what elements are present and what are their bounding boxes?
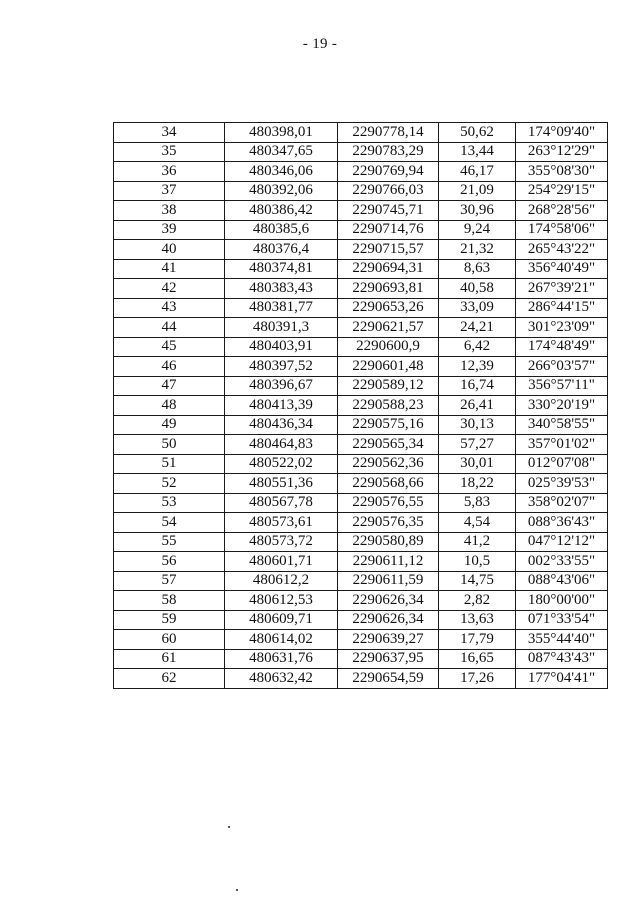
y-coordinate-cell: 2290783,29 — [338, 142, 439, 162]
direction-angle-cell: 340°58'55" — [516, 415, 608, 435]
point-number-cell: 38 — [114, 201, 225, 221]
x-coordinate-cell: 480385,6 — [225, 220, 338, 240]
x-coordinate-cell: 480347,65 — [225, 142, 338, 162]
table-row — [114, 357, 608, 377]
y-coordinate-cell: 2290769,94 — [338, 162, 439, 182]
length-cell: 2,82 — [439, 591, 516, 611]
x-coordinate-cell: 480376,4 — [225, 240, 338, 260]
y-coordinate-cell: 2290778,14 — [338, 123, 439, 143]
table-row — [114, 591, 608, 611]
x-coordinate-cell: 480386,42 — [225, 201, 338, 221]
y-coordinate-cell: 2290589,12 — [338, 376, 439, 396]
point-number-cell: 47 — [114, 376, 225, 396]
point-number-cell: 55 — [114, 532, 225, 552]
point-number-cell: 34 — [114, 123, 225, 143]
y-coordinate-cell: 2290621,57 — [338, 318, 439, 338]
direction-angle-cell: 356°57'11" — [516, 376, 608, 396]
x-coordinate-cell: 480573,72 — [225, 532, 338, 552]
direction-angle-cell: 358°02'07" — [516, 493, 608, 513]
direction-angle-cell: 087°43'43" — [516, 649, 608, 669]
direction-angle-cell: 286°44'15" — [516, 298, 608, 318]
coordinates-table — [113, 122, 608, 689]
length-cell: 21,32 — [439, 240, 516, 260]
point-number-cell: 51 — [114, 454, 225, 474]
direction-angle-cell: 177°04'41" — [516, 669, 608, 689]
point-number-cell: 40 — [114, 240, 225, 260]
coordinates-table-body — [114, 123, 608, 689]
y-coordinate-cell: 2290576,55 — [338, 493, 439, 513]
x-coordinate-cell: 480609,71 — [225, 610, 338, 630]
x-coordinate-cell: 480573,61 — [225, 513, 338, 533]
length-cell: 5,83 — [439, 493, 516, 513]
y-coordinate-cell: 2290611,59 — [338, 571, 439, 591]
y-coordinate-cell: 2290576,35 — [338, 513, 439, 533]
length-cell: 12,39 — [439, 357, 516, 377]
point-number-cell: 59 — [114, 610, 225, 630]
length-cell: 18,22 — [439, 474, 516, 494]
direction-angle-cell: 088°43'06" — [516, 571, 608, 591]
scan-speck — [236, 889, 238, 891]
direction-angle-cell: 265°43'22" — [516, 240, 608, 260]
point-number-cell: 43 — [114, 298, 225, 318]
point-number-cell: 36 — [114, 162, 225, 182]
point-number-cell: 56 — [114, 552, 225, 572]
y-coordinate-cell: 2290745,71 — [338, 201, 439, 221]
length-cell: 17,26 — [439, 669, 516, 689]
table-row — [114, 435, 608, 455]
length-cell: 4,54 — [439, 513, 516, 533]
length-cell: 8,63 — [439, 259, 516, 279]
table-row — [114, 259, 608, 279]
point-number-cell: 35 — [114, 142, 225, 162]
point-number-cell: 39 — [114, 220, 225, 240]
x-coordinate-cell: 480396,67 — [225, 376, 338, 396]
point-number-cell: 41 — [114, 259, 225, 279]
page-number: - 19 - — [302, 36, 338, 52]
point-number-cell: 37 — [114, 181, 225, 201]
point-number-cell: 53 — [114, 493, 225, 513]
y-coordinate-cell: 2290611,12 — [338, 552, 439, 572]
direction-angle-cell: 263°12'29" — [516, 142, 608, 162]
length-cell: 6,42 — [439, 337, 516, 357]
table-row — [114, 162, 608, 182]
y-coordinate-cell: 2290600,9 — [338, 337, 439, 357]
direction-angle-cell: 174°58'06" — [516, 220, 608, 240]
y-coordinate-cell: 2290653,26 — [338, 298, 439, 318]
y-coordinate-cell: 2290637,95 — [338, 649, 439, 669]
length-cell: 16,74 — [439, 376, 516, 396]
length-cell: 33,09 — [439, 298, 516, 318]
table-row — [114, 337, 608, 357]
y-coordinate-cell: 2290601,48 — [338, 357, 439, 377]
point-number-cell: 54 — [114, 513, 225, 533]
length-cell: 9,24 — [439, 220, 516, 240]
x-coordinate-cell: 480436,34 — [225, 415, 338, 435]
table-row — [114, 415, 608, 435]
table-row — [114, 493, 608, 513]
direction-angle-cell: 267°39'21" — [516, 279, 608, 299]
direction-angle-cell: 357°01'02" — [516, 435, 608, 455]
table-row — [114, 123, 608, 143]
y-coordinate-cell: 2290575,16 — [338, 415, 439, 435]
direction-angle-cell: 355°08'30" — [516, 162, 608, 182]
length-cell: 17,79 — [439, 630, 516, 650]
table-row — [114, 396, 608, 416]
point-number-cell: 48 — [114, 396, 225, 416]
x-coordinate-cell: 480397,52 — [225, 357, 338, 377]
table-row — [114, 240, 608, 260]
x-coordinate-cell: 480614,02 — [225, 630, 338, 650]
length-cell: 10,5 — [439, 552, 516, 572]
x-coordinate-cell: 480612,2 — [225, 571, 338, 591]
length-cell: 50,62 — [439, 123, 516, 143]
length-cell: 14,75 — [439, 571, 516, 591]
direction-angle-cell: 268°28'56" — [516, 201, 608, 221]
table-row — [114, 610, 608, 630]
table-row — [114, 318, 608, 338]
table-row — [114, 669, 608, 689]
table-row — [114, 181, 608, 201]
y-coordinate-cell: 2290654,59 — [338, 669, 439, 689]
table-row — [114, 454, 608, 474]
y-coordinate-cell: 2290580,89 — [338, 532, 439, 552]
direction-angle-cell: 355°44'40" — [516, 630, 608, 650]
length-cell: 57,27 — [439, 435, 516, 455]
y-coordinate-cell: 2290626,34 — [338, 610, 439, 630]
x-coordinate-cell: 480464,83 — [225, 435, 338, 455]
direction-angle-cell: 047°12'12" — [516, 532, 608, 552]
y-coordinate-cell: 2290565,34 — [338, 435, 439, 455]
direction-angle-cell: 330°20'19" — [516, 396, 608, 416]
x-coordinate-cell: 480522,02 — [225, 454, 338, 474]
length-cell: 16,65 — [439, 649, 516, 669]
direction-angle-cell: 301°23'09" — [516, 318, 608, 338]
direction-angle-cell: 071°33'54" — [516, 610, 608, 630]
y-coordinate-cell: 2290639,27 — [338, 630, 439, 650]
table-row — [114, 552, 608, 572]
length-cell: 21,09 — [439, 181, 516, 201]
y-coordinate-cell: 2290714,76 — [338, 220, 439, 240]
x-coordinate-cell: 480381,77 — [225, 298, 338, 318]
direction-angle-cell: 180°00'00" — [516, 591, 608, 611]
x-coordinate-cell: 480391,3 — [225, 318, 338, 338]
point-number-cell: 60 — [114, 630, 225, 650]
direction-angle-cell: 174°48'49" — [516, 337, 608, 357]
length-cell: 30,13 — [439, 415, 516, 435]
x-coordinate-cell: 480403,91 — [225, 337, 338, 357]
direction-angle-cell: 356°40'49" — [516, 259, 608, 279]
y-coordinate-cell: 2290568,66 — [338, 474, 439, 494]
point-number-cell: 61 — [114, 649, 225, 669]
point-number-cell: 50 — [114, 435, 225, 455]
direction-angle-cell: 012°07'08" — [516, 454, 608, 474]
table-row — [114, 630, 608, 650]
point-number-cell: 45 — [114, 337, 225, 357]
point-number-cell: 62 — [114, 669, 225, 689]
y-coordinate-cell: 2290693,81 — [338, 279, 439, 299]
point-number-cell: 42 — [114, 279, 225, 299]
table-row — [114, 513, 608, 533]
direction-angle-cell: 266°03'57" — [516, 357, 608, 377]
length-cell: 46,17 — [439, 162, 516, 182]
table-row — [114, 571, 608, 591]
table-row — [114, 201, 608, 221]
x-coordinate-cell: 480631,76 — [225, 649, 338, 669]
table-row — [114, 649, 608, 669]
table-row — [114, 279, 608, 299]
table-row — [114, 142, 608, 162]
table-row — [114, 220, 608, 240]
table-row — [114, 532, 608, 552]
x-coordinate-cell: 480551,36 — [225, 474, 338, 494]
x-coordinate-cell: 480567,78 — [225, 493, 338, 513]
scan-speck — [228, 826, 230, 828]
length-cell: 13,44 — [439, 142, 516, 162]
direction-angle-cell: 025°39'53" — [516, 474, 608, 494]
point-number-cell: 57 — [114, 571, 225, 591]
point-number-cell: 44 — [114, 318, 225, 338]
length-cell: 30,96 — [439, 201, 516, 221]
y-coordinate-cell: 2290766,03 — [338, 181, 439, 201]
table-row — [114, 474, 608, 494]
y-coordinate-cell: 2290626,34 — [338, 591, 439, 611]
length-cell: 41,2 — [439, 532, 516, 552]
x-coordinate-cell: 480374,81 — [225, 259, 338, 279]
direction-angle-cell: 002°33'55" — [516, 552, 608, 572]
direction-angle-cell: 088°36'43" — [516, 513, 608, 533]
point-number-cell: 46 — [114, 357, 225, 377]
x-coordinate-cell: 480383,43 — [225, 279, 338, 299]
length-cell: 24,21 — [439, 318, 516, 338]
x-coordinate-cell: 480601,71 — [225, 552, 338, 572]
table-row — [114, 298, 608, 318]
direction-angle-cell: 174°09'40" — [516, 123, 608, 143]
y-coordinate-cell: 2290694,31 — [338, 259, 439, 279]
length-cell: 13,63 — [439, 610, 516, 630]
length-cell: 26,41 — [439, 396, 516, 416]
point-number-cell: 49 — [114, 415, 225, 435]
point-number-cell: 58 — [114, 591, 225, 611]
length-cell: 30,01 — [439, 454, 516, 474]
x-coordinate-cell: 480346,06 — [225, 162, 338, 182]
y-coordinate-cell: 2290715,57 — [338, 240, 439, 260]
direction-angle-cell: 254°29'15" — [516, 181, 608, 201]
x-coordinate-cell: 480413,39 — [225, 396, 338, 416]
x-coordinate-cell: 480612,53 — [225, 591, 338, 611]
point-number-cell: 52 — [114, 474, 225, 494]
y-coordinate-cell: 2290588,23 — [338, 396, 439, 416]
length-cell: 40,58 — [439, 279, 516, 299]
x-coordinate-cell: 480392,06 — [225, 181, 338, 201]
x-coordinate-cell: 480632,42 — [225, 669, 338, 689]
table-row — [114, 376, 608, 396]
y-coordinate-cell: 2290562,36 — [338, 454, 439, 474]
x-coordinate-cell: 480398,01 — [225, 123, 338, 143]
